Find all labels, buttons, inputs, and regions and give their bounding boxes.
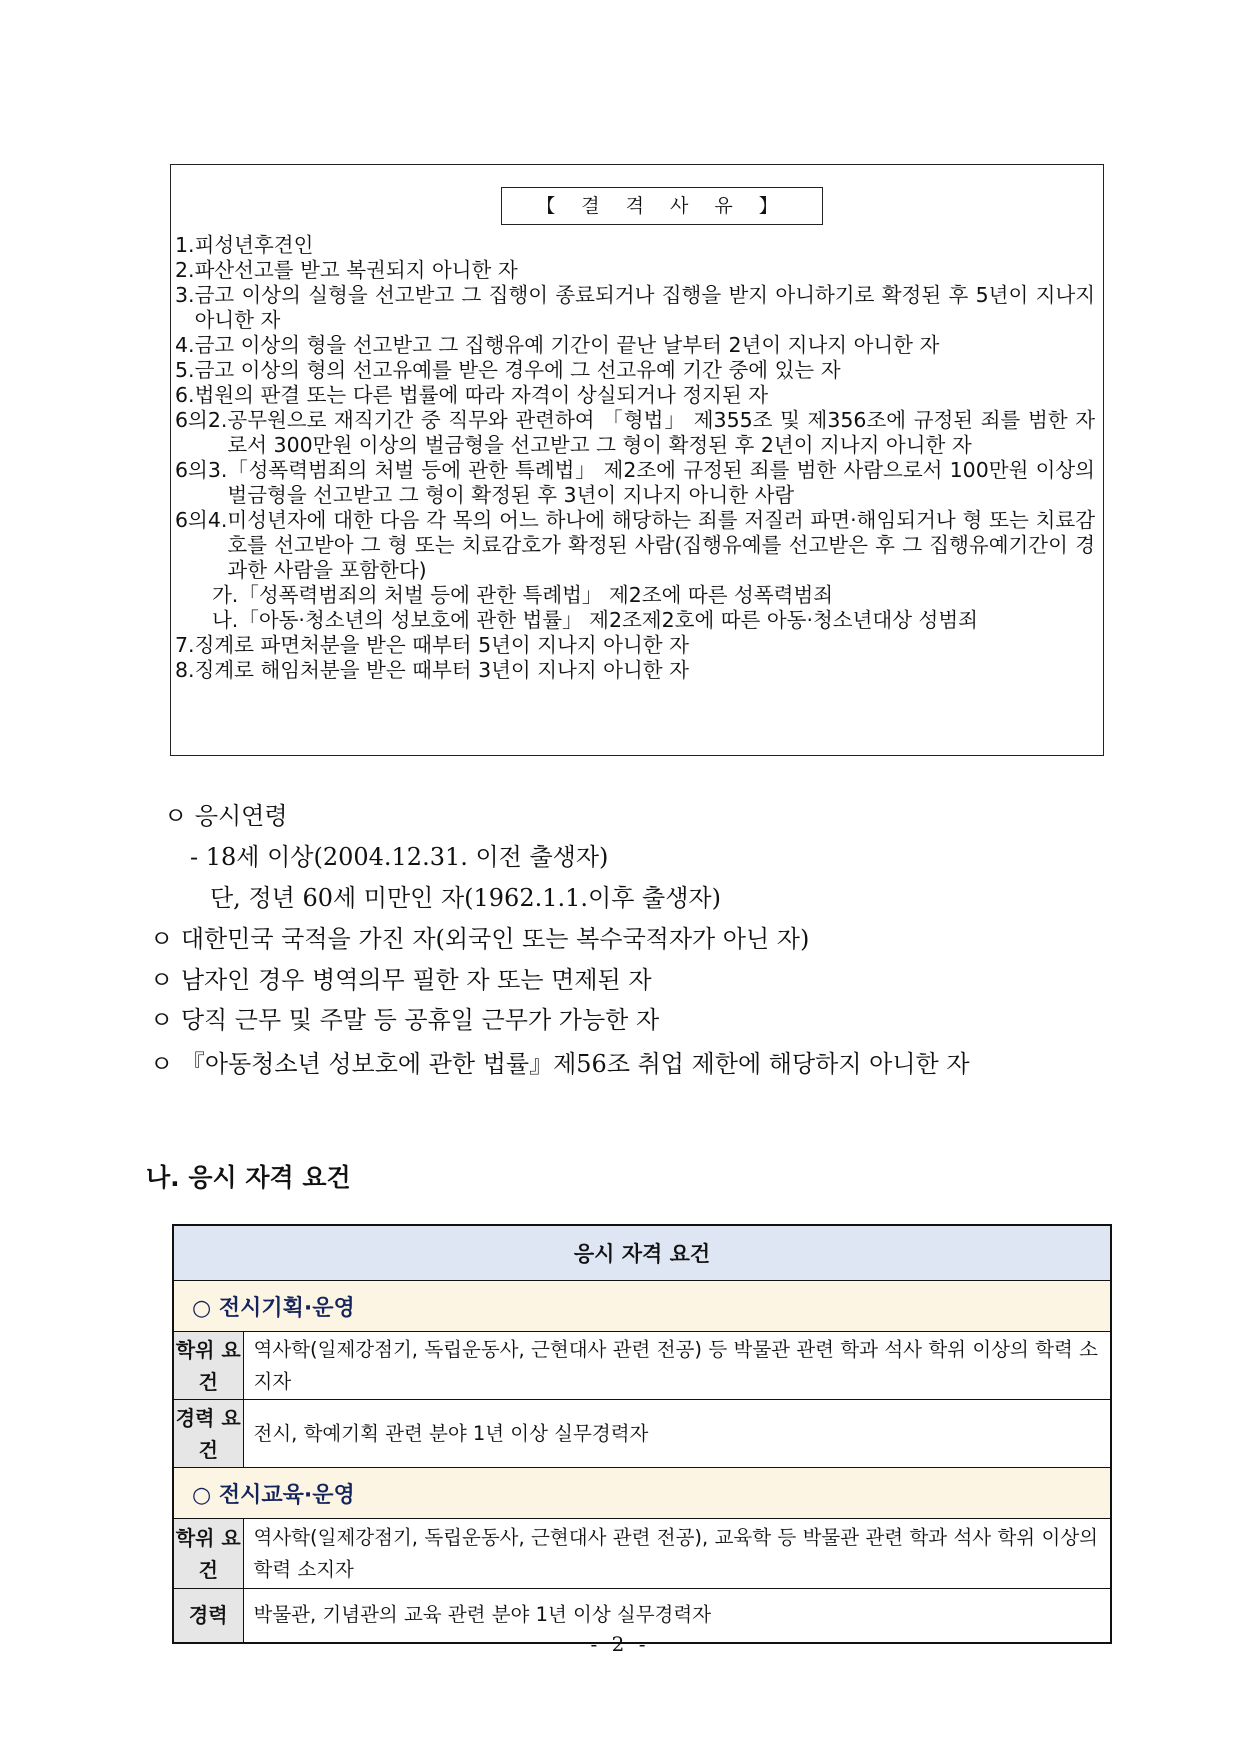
disqualification-title: 【 결 격 사 유 】 xyxy=(501,187,823,225)
list-item: 6의4. 미성년자에 대한 다음 각 목의 어느 하나에 해당하는 죄를 저질러 파면·해임되거나 형 또는 치료감호를 선고받아 그 형 또는 치료감호가 확정된 사람(집행유예를 선고받은 후 그 집행유예기간이 경과한 사람을 포함한다) xyxy=(175,508,1095,582)
list-sub-item: 나.「아동·청소년의 성보호에 관한 법률」 제2조제2호에 따른 아동·청소년대상 성범죄 xyxy=(212,608,978,632)
row-label: 학위 요건 xyxy=(173,1519,243,1589)
disqualification-list xyxy=(175,233,1095,683)
list-item: 8. 징계로 해임처분을 받은 때부터 3년이 지나지 아니한 자 xyxy=(175,658,689,682)
group-title: ○ 전시기획·운영 xyxy=(173,1281,1111,1332)
age-title: ㅇ 응시연령 xyxy=(164,802,288,830)
section-heading: 나. 응시 자격 요건 xyxy=(146,1163,351,1192)
condition-item: ㅇ 대한민국 국적을 가진 자(외국인 또는 복수국적자가 아닌 자) xyxy=(150,925,810,953)
list-item: 5. 금고 이상의 형의 선고유예를 받은 경우에 그 선고유예 기간 중에 있는 자 xyxy=(175,358,841,382)
requirements-table xyxy=(172,1224,1112,1644)
list-item: 2. 파산선고를 받고 복권되지 아니한 자 xyxy=(175,258,518,282)
table-row xyxy=(173,1400,1111,1468)
list-item: 7. 징계로 파면처분을 받은 때부터 5년이 지나지 아니한 자 xyxy=(175,633,689,657)
disqualification-box xyxy=(170,164,1104,756)
list-item: 3. 금고 이상의 실형을 선고받고 그 집행이 종료되거나 집행을 받지 아니하기로 확정된 후 5년이 지나지 아니한 자 xyxy=(175,283,1095,332)
age-line: - 18세 이상(2004.12.31. 이전 출생자) xyxy=(190,843,609,871)
row-text: 전시, 학예기획 관련 분야 1년 이상 실무경력자 xyxy=(243,1400,1111,1468)
condition-item: ㅇ 남자인 경우 병역의무 필한 자 또는 면제된 자 xyxy=(150,966,652,994)
age-line: 단, 정년 60세 미만인 자(1962.1.1.이후 출생자) xyxy=(210,884,721,912)
row-text: 박물관, 기념관의 교육 관련 분야 1년 이상 실무경력자 xyxy=(243,1589,1111,1643)
table-header-row xyxy=(173,1225,1111,1281)
table-group-row xyxy=(173,1281,1111,1332)
list-item: 1. 피성년후견인 xyxy=(175,233,314,257)
list-item: 6의2. 공무원으로 재직기간 중 직무와 관련하여 「형법」 제355조 및 제356조에 규정된 죄를 범한 자로서 300만원 이상의 벌금형을 선고받고 그 형이 확정된 후 2년이 지나지 아니한 자 xyxy=(175,408,1095,457)
page-number: - 2 - xyxy=(590,1632,650,1656)
table-header: 응시 자격 요건 xyxy=(173,1225,1111,1281)
table-group-row xyxy=(173,1468,1111,1519)
group-title: ○ 전시교육·운영 xyxy=(173,1468,1111,1519)
row-label: 경력 xyxy=(173,1589,243,1643)
table-row xyxy=(173,1332,1111,1400)
condition-item: ㅇ 당직 근무 및 주말 등 공휴일 근무가 가능한 자 xyxy=(150,1006,660,1034)
row-text: 역사학(일제강점기, 독립운동사, 근현대사 관련 전공), 교육학 등 박물관 관련 학과 석사 학위 이상의 학력 소지자 xyxy=(243,1519,1111,1589)
list-item: 6의3. 「성폭력범죄의 처벌 등에 관한 특례법」 제2조에 규정된 죄를 범한 사람으로서 100만원 이상의 벌금형을 선고받고 그 형이 확정된 후 3년이 지나지 아니한 사람 xyxy=(175,458,1095,507)
condition-item: ㅇ 『아동청소년 성보호에 관한 법률』제56조 취업 제한에 해당하지 아니한 자 xyxy=(150,1050,970,1078)
row-label: 경력 요건 xyxy=(173,1400,243,1468)
list-sub-item: 가.「성폭력범죄의 처벌 등에 관한 특례법」 제2조에 따른 성폭력범죄 xyxy=(212,583,834,607)
row-label: 학위 요건 xyxy=(173,1332,243,1400)
list-item: 6. 법원의 판결 또는 다른 법률에 따라 자격이 상실되거나 정지된 자 xyxy=(175,383,769,407)
list-item: 4. 금고 이상의 형을 선고받고 그 집행유예 기간이 끝난 날부터 2년이 지나지 아니한 자 xyxy=(175,333,940,357)
row-text: 역사학(일제강점기, 독립운동사, 근현대사 관련 전공) 등 박물관 관련 학과 석사 학위 이상의 학력 소지자 xyxy=(243,1332,1111,1400)
table-row xyxy=(173,1519,1111,1589)
